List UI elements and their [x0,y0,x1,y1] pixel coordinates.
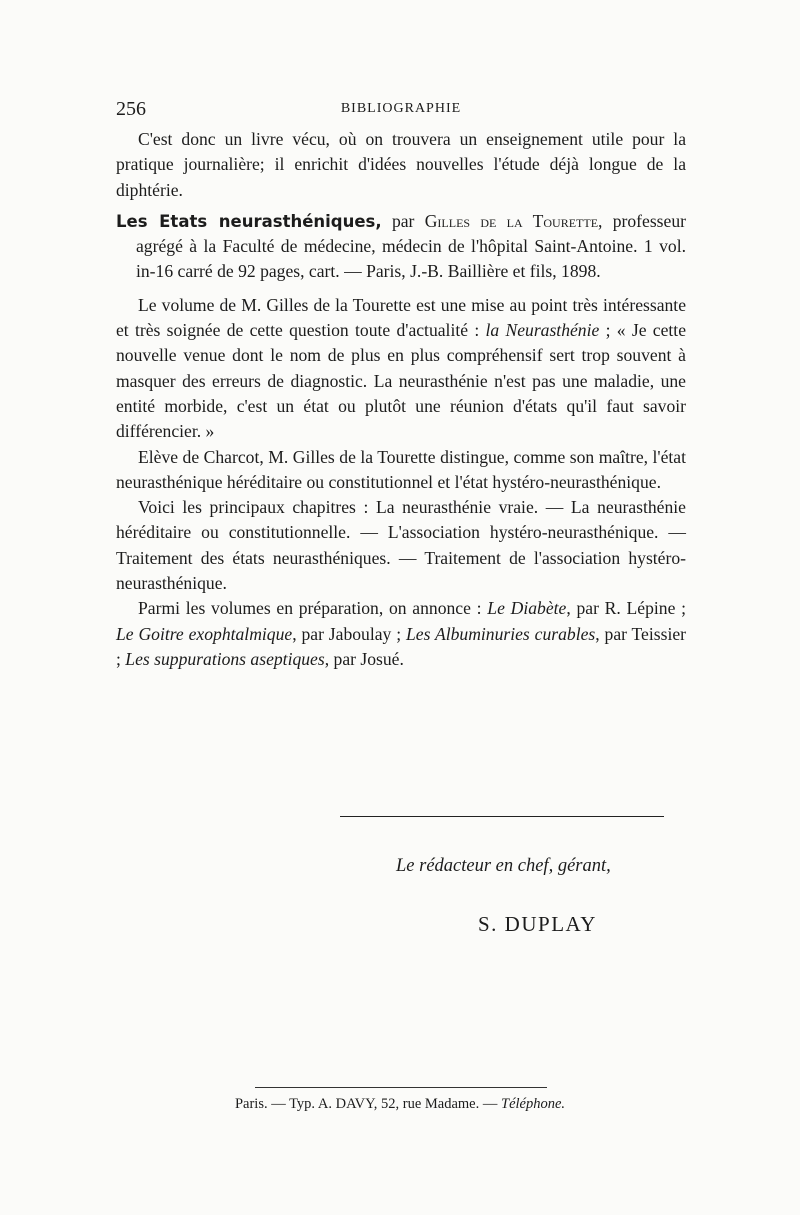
printer-imprint [0,1096,800,1113]
imprint-text: Paris. — Typ. A. DAVY, 52, rue Madame. — [234,1096,501,1112]
imprint-phone: Téléphone. [501,1096,566,1112]
section-rule [340,816,664,817]
book-title: Le Goitre exophtalmique [116,623,293,644]
book-title: Les Albuminuries curables [405,623,596,644]
review-text: ; « Je cette nouvelle venue dont le nom de plus en plus compréhensif sert trop souvent à masquer des erreurs de diagnostic. La neurasthénie n'est pas une maladie, une entité morbide, c'est un état ou plutôt une réunion d'états qu'il faut savoir différencier. » [116,320,686,442]
review-paragraph-2: Elève de Charcot, M. Gilles de la Tourette distingue, comme son maître, l'état neurasthénique héréditaire ou constitutionnel et l'état hystéro-neurasthénique. [116,446,686,492]
bibliography-entry [116,209,686,285]
page-header [116,98,686,122]
review-text: , par Josué. [324,648,404,669]
page-number: 256 [116,98,146,120]
review-paragraph-1 [116,293,686,445]
signature-name: S. DUPLAY [478,912,597,936]
running-title: BIBLIOGRAPHIE [340,101,462,116]
book-title: Les suppurations aseptiques [125,648,325,669]
footer-rule [255,1087,547,1088]
book-title: Le Diabète [487,598,567,619]
entry-by: par [381,210,425,231]
entry-author: Gilles de la Tourette, [424,210,603,231]
review-paragraph-4 [116,596,686,672]
review-text: , par R. Lépine ; [566,598,687,619]
body-text [116,127,686,672]
entry-details: professeur agrégé à la Faculté de médecine, médecin de l'hôpital Saint-Antoine. 1 vol. in-16 carré de 92 pages, cart. — Paris, J.-B. Baillière et fils, 1898. [136,210,686,282]
entry-title: Les Etats neurasthéniques, [116,211,382,231]
italic-term: la Neurasthénie [485,320,600,341]
intro-paragraph: C'est donc un livre vécu, où on trouvera un enseignement utile pour la pratique journalière; il enrichit d'idées nouvelles l'étude déjà longue de la diphtérie. [116,129,686,200]
signature-role: Le rédacteur en chef, gérant, [396,856,611,876]
review-text: Le volume de M. Gilles de la Tourette est une mise au point très intéressante et très soignée de cette question toute d'actualité : [116,294,686,341]
review-text: , par Teissier ; [116,623,686,669]
review-paragraph-3: Voici les principaux chapitres : La neurasthénie vraie. — La neurasthénie héréditaire ou constitutionnelle. — L'association hystéro-neurasthénique. — Traitement des états neurasthéniques. — Traitement de l'association hystéro-neurasthénique. [116,497,686,594]
review-text: Parmi les volumes en préparation, on annonce : [138,598,488,619]
review-text: , par Jaboulay ; [292,623,406,644]
